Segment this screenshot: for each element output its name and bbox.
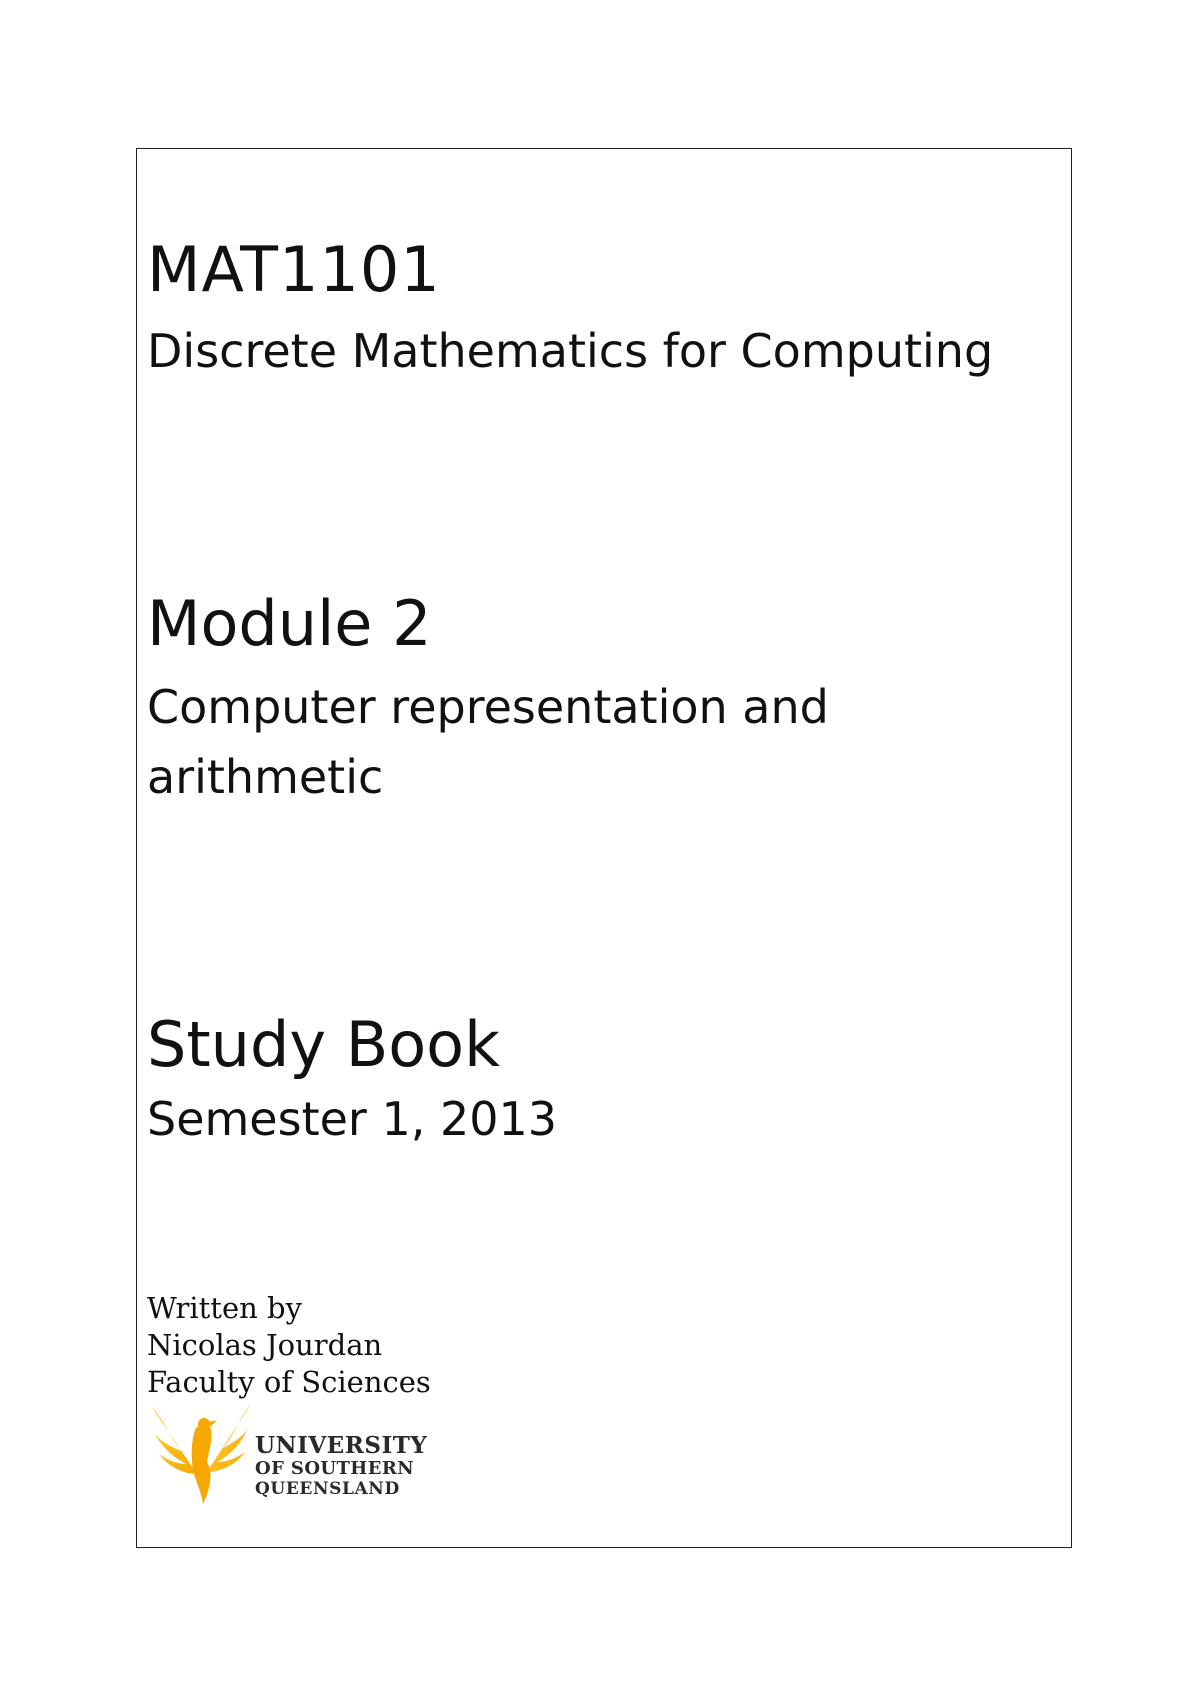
book-title: Study Book: [147, 1008, 501, 1081]
module-title: Module 2: [147, 587, 432, 660]
course-code: MAT1101: [147, 233, 441, 306]
logo-line-3: QUEENSLAND: [255, 1479, 400, 1499]
logo-text: [255, 1434, 427, 1498]
author-block: [147, 1290, 431, 1401]
university-logo: [147, 1400, 427, 1510]
semester-label: Semester 1, 2013: [147, 1092, 558, 1146]
course-name: Discrete Mathematics for Computing: [147, 324, 994, 378]
logo-line-2: OF SOUTHERN: [255, 1458, 415, 1479]
author-name: Nicolas Jourdan: [147, 1328, 383, 1362]
phoenix-icon: [147, 1400, 257, 1510]
logo-line-1: UNIVERSITY: [255, 1432, 428, 1459]
written-by-label: Written by: [147, 1291, 302, 1325]
faculty-name: Faculty of Sciences: [147, 1365, 431, 1399]
module-subtitle: Computer representation and arithmetic: [147, 680, 829, 804]
